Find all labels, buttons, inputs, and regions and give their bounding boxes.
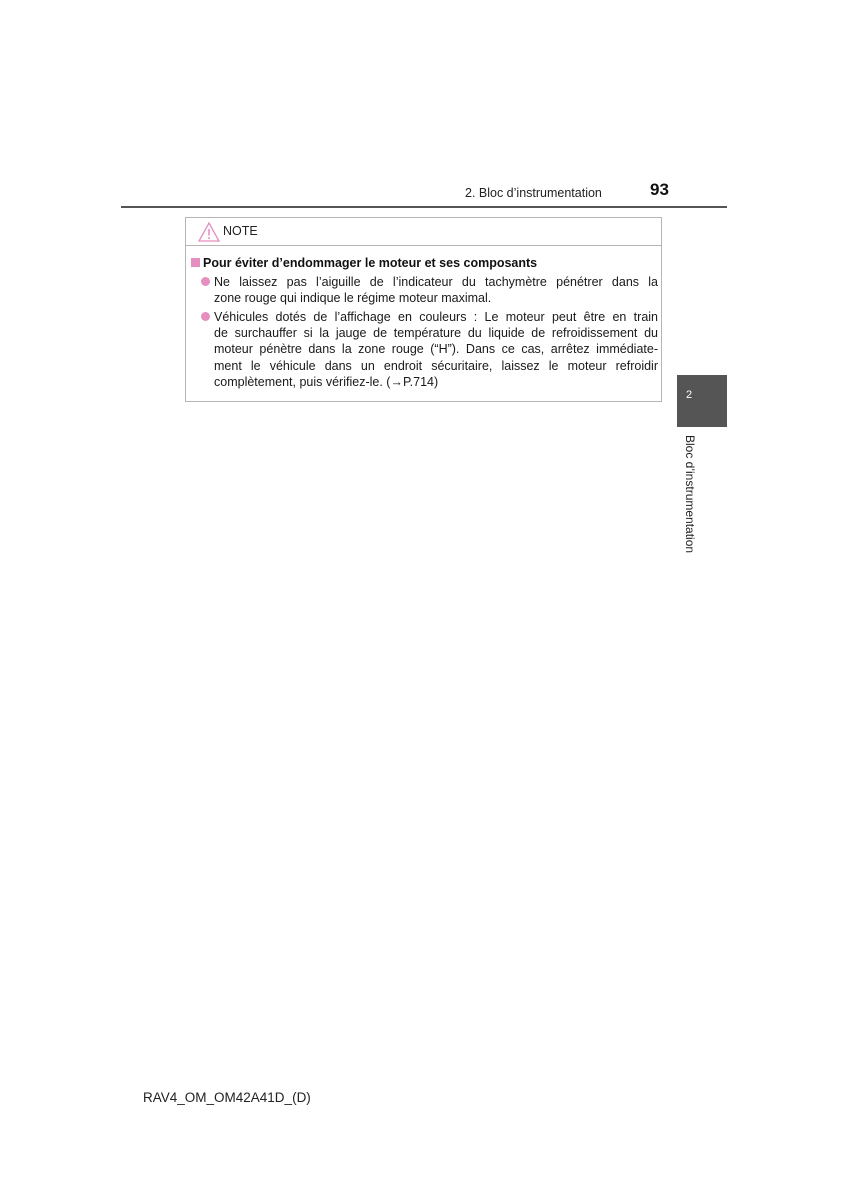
section-title: 2. Bloc d’instrumentation xyxy=(465,186,602,200)
bullet-line: complètement, puis vérifiez-le. (→P.714) xyxy=(214,374,439,389)
warning-icon xyxy=(198,222,220,242)
note-header xyxy=(186,218,661,246)
note-heading xyxy=(191,256,537,270)
bullet-line: Véhicules dotés de l’affichage en couleurs : Le moteur peut être en train xyxy=(214,310,658,324)
bullet-line: ment le véhicule dans un endroit sécuritaire, laissez le moteur refroidir xyxy=(214,358,658,373)
page-number: 93 xyxy=(650,180,669,199)
chapter-tab-number: 2 xyxy=(685,389,693,401)
chapter-side-label: Bloc d’instrumentation xyxy=(683,435,697,554)
note-heading-text: Pour éviter d’endommager le moteur et ses composants xyxy=(203,256,538,270)
bullet-line: de surchauffer si la jauge de température du liquide de refroidissement du xyxy=(214,326,658,341)
square-bullet-icon xyxy=(191,258,200,267)
note-title: NOTE xyxy=(223,224,258,238)
bullet-item-2 xyxy=(201,309,658,390)
bullet-line: Ne laissez pas l’aiguille de l’indicateur du tachymètre pénétrer dans la xyxy=(214,275,658,289)
footer-code: RAV4_OM_OM42A41D_(D) xyxy=(143,1090,311,1105)
bullet-line: zone rouge qui indique le régime moteur maximal. xyxy=(214,291,492,306)
note-box xyxy=(185,217,662,402)
bullet-line: moteur pénètre dans la zone rouge (“H”). Dans ce cas, arrêtez immédiate- xyxy=(214,342,658,357)
chapter-tab xyxy=(677,375,727,427)
bullet-item-1 xyxy=(201,274,658,306)
header-rule xyxy=(121,206,727,208)
bullet-dot-icon xyxy=(201,312,210,321)
bullet-dot-icon xyxy=(201,277,210,286)
